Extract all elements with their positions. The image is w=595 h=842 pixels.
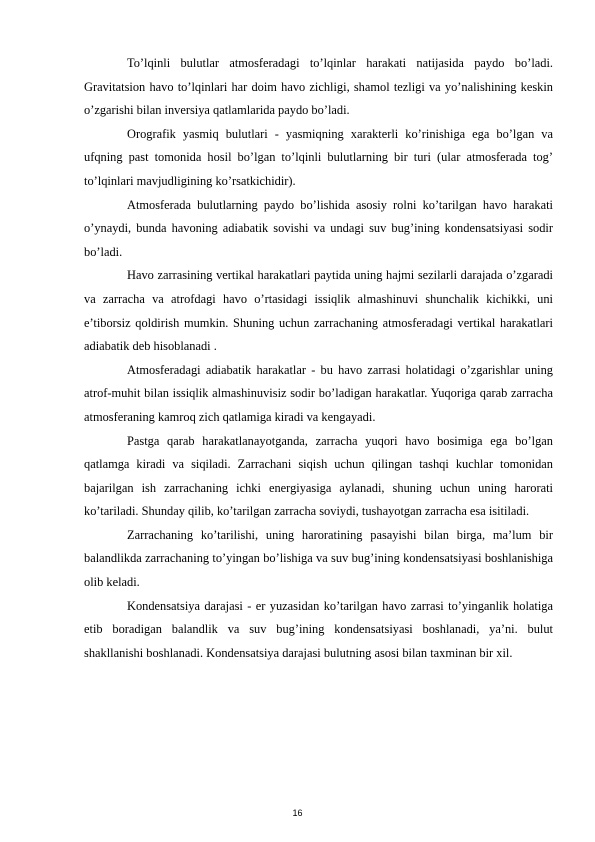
document-body: [84, 52, 553, 665]
page-number: 16: [292, 808, 303, 818]
paragraph-8: Kondensatsiya darajasi - er yuzasidan ko’tarilgan havo zarrasi to’yinganlik holatiga etib boradigan balandlik va suv bug’ining kondensatsiyasi boshlanadi, ya’ni. bulut shakllanishi boshlanadi. Kondensatsiya darajasi bulutning asosi bilan taxminan bir xil.: [84, 598, 553, 660]
paragraph-5: Atmosferadagi adiabatik harakatlar - bu havo zarrasi holatidagi o’zgarishlar uning atrof-muhit bilan issiqlik almashinuvisiz sodir bo’ladigan harakatlar. Yuqoriga qarab zarracha atmosferaning kamroq zich qatlamiga kiradi va kengayadi.: [84, 362, 553, 424]
paragraph-3: Atmosferada bulutlarning paydo bo’lishida asosiy rolni ko’tarilgan havo harakati o’ynaydi, bunda havoning adiabatik sovishi va undagi suv bug’ining kondensatsiyasi sodir bo’ladi.: [84, 197, 553, 259]
paragraph-4: Havo zarrasining vertikal harakatlari paytida uning hajmi sezilarli darajada o’zgaradi va zarracha va atrofdagi havo o’rtasidagi issiqlik almashinuvi shunchalik kichikki, uni e’tiborsiz qoldirish mumkin. Shuning uchun zarrachaning atmosferadagi vertikal harakatlari adiabatik deb hisoblanadi .: [84, 268, 553, 354]
paragraph-1: To’lqinli bulutlar atmosferadagi to’lqinlar harakati natijasida paydo bo’ladi. Gravitatsion havo to’lqinlari har doim havo zichligi, shamol tezligi va yo’nalishining keskin o’zgarishi bilan inversiya qatlamlarida paydo bo’ladi.: [84, 56, 553, 118]
paragraph-6: Pastga qarab harakatlanayotganda, zarracha yuqori havo bosimiga ega bo’lgan qatlamga kiradi va siqiladi. Zarrachani siqish uchun qilingan tashqi kuchlar tomonidan bajarilgan ish zarrachaning ichki energiyasiga aylanadi, shuning uchun uning harorati ko’tariladi. Shunday qilib, ko’tarilgan zarracha soviydi, tushayotgan zarracha esa isitiladi.: [84, 433, 553, 519]
paragraph-2: Orografik yasmiq bulutlari - yasmiqning xarakterli ko’rinishiga ega bo’lgan va ufqning past tomonida hosil bo’lgan to’lqinli bulutlarning bir turi (ular atmosferada tog’ to’lqinlari mavjudligining ko’rsatkichidir).: [84, 126, 553, 188]
paragraph-7: Zarrachaning ko’tarilishi, uning haroratining pasayishi bilan birga, ma’lum bir balandlikda zarrachaning to’yingan bo’lishiga va suv bug’ining kondensatsiyasi boshlanishiga olib keladi.: [84, 527, 553, 590]
